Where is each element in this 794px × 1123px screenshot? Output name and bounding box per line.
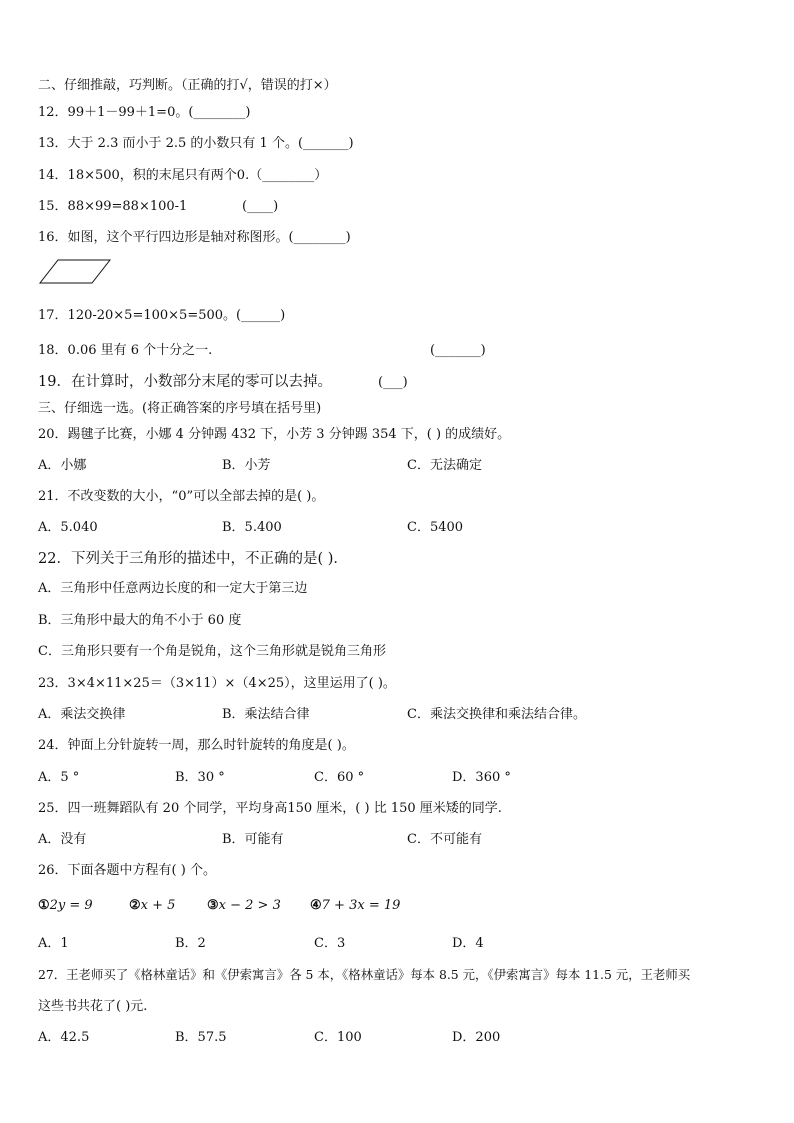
question-number: 19．: [38, 374, 71, 390]
question-17: [38, 308, 285, 324]
equation-expression: x − 2 > 3: [218, 898, 281, 913]
question-16: [38, 230, 351, 246]
option-d: D．4: [452, 936, 484, 951]
circled-number: ①: [38, 898, 50, 913]
question-number: 13．: [38, 136, 68, 151]
equation-1: [38, 898, 93, 914]
question-18: [38, 343, 212, 359]
question-text: 0.06 里有 6 个十分之一.: [67, 343, 213, 358]
question-number: 14．: [38, 168, 68, 183]
question-text: 18×500，积的末尾只有两个0.（________）: [67, 168, 328, 183]
option-a: A．三角形中任意两边长度的和一定大于第三边: [38, 581, 308, 596]
option-c: C．3: [314, 936, 346, 951]
question-text: 88×99=88×100-1: [67, 199, 188, 214]
option-a: A．5.040: [38, 520, 98, 535]
question-text: 120-20×5=100×5=500。(______): [67, 308, 286, 323]
option-b: B．小芳: [222, 458, 271, 473]
option-c: C．100: [314, 1030, 362, 1045]
question-text: 大于 2.3 而小于 2.5 的小数只有 1 个。(_______): [67, 136, 354, 151]
question-24: 24．钟面上分针旋转一周，那么时针旋转的角度是( )。: [38, 738, 355, 753]
question-26: 26．下面各题中方程有( ) 个。: [38, 863, 216, 878]
question-12: [38, 105, 250, 121]
circled-number: ④: [310, 898, 322, 913]
option-a: A．乘法交换律: [38, 707, 126, 722]
option-b: B．5.400: [222, 520, 282, 535]
question-22: 22．下列关于三角形的描述中，不正确的是( )．: [38, 551, 348, 567]
question-number: 12．: [38, 105, 68, 120]
option-c: C．乘法交换律和乘法结合律。: [407, 707, 586, 722]
option-b: B．三角形中最大的角不小于 60 度: [38, 613, 242, 628]
equation-expression: 7 + 3x = 19: [321, 898, 401, 913]
equation-expression: 2y = 9: [49, 898, 93, 913]
option-c: C．不可能有: [407, 832, 482, 847]
question-20: 20．踢毽子比赛，小娜 4 分钟踢 432 下，小芳 3 分钟踢 354 下，( ) 的成绩好。: [38, 427, 511, 442]
option-b: B．57.5: [175, 1030, 227, 1045]
question-text: 99＋1－99＋1=0。(________): [67, 105, 251, 120]
option-a: A．没有: [38, 832, 87, 847]
equation-2: [129, 898, 175, 914]
question-14: [38, 168, 327, 184]
question-text: 如图，这个平行四边形是轴对称图形。(________): [67, 230, 351, 245]
question-number: 15．: [38, 199, 68, 214]
option-d: D．360 °: [452, 770, 511, 785]
option-c: C．5400: [407, 520, 464, 535]
option-a: A．42.5: [38, 1030, 90, 1045]
equation-3: [207, 898, 281, 914]
question-27-line-1: 27．王老师买了《格林童话》和《伊索寓言》各 5 本，《格林童话》每本 8.5 元，《伊索寓言》每本 11.5 元，王老师买: [38, 967, 691, 982]
circled-number: ③: [207, 898, 219, 913]
option-a: A．5 °: [38, 770, 80, 785]
option-b: B．可能有: [222, 832, 284, 847]
option-b: B．2: [175, 936, 206, 951]
option-c: C．三角形只要有一个角是锐角，这个三角形就是锐角三角形: [38, 644, 386, 659]
question-15: [38, 199, 187, 215]
answer-blank: (___): [378, 375, 408, 390]
question-23: 23．3×4×11×25＝（3×11）×（4×25），这里运用了( )。: [38, 676, 396, 691]
option-a: A．1: [38, 936, 69, 951]
circled-number: ②: [129, 898, 141, 913]
question-number: 17．: [38, 308, 68, 323]
section-2-heading: 二、仔细推敲，巧判断。（正确的打√，错误的打×）: [38, 78, 337, 93]
question-25: 25．四一班舞蹈队有 20 个同学，平均身高150 厘米，( ) 比 150 厘米矮的同学.: [38, 801, 502, 816]
question-21: 21．不改变数的大小，“0”可以全部去掉的是( )。: [38, 489, 325, 504]
question-number: 16．: [38, 230, 68, 245]
option-b: B．乘法结合律: [222, 707, 310, 722]
question-27-line-2: 这些书共花了( )元.: [38, 999, 148, 1014]
option-c: C．60 °: [314, 770, 365, 785]
equation-expression: x + 5: [140, 898, 176, 913]
option-c: C．无法确定: [407, 458, 482, 473]
equation-4: [310, 898, 400, 914]
answer-blank: (____): [242, 199, 279, 214]
option-b: B．30 °: [175, 770, 225, 785]
question-19: [38, 373, 332, 391]
question-text: 在计算时，小数部分末尾的零可以去掉。: [70, 374, 332, 390]
question-13: [38, 136, 354, 152]
option-d: D．200: [452, 1030, 501, 1045]
question-number: 18．: [38, 343, 68, 358]
section-3-heading: 三、仔细选一选。(将正确答案的序号填在括号里): [38, 401, 322, 416]
option-a: A．小娜: [38, 458, 87, 473]
parallelogram-figure: [38, 258, 113, 286]
answer-blank: (_______): [430, 343, 486, 358]
